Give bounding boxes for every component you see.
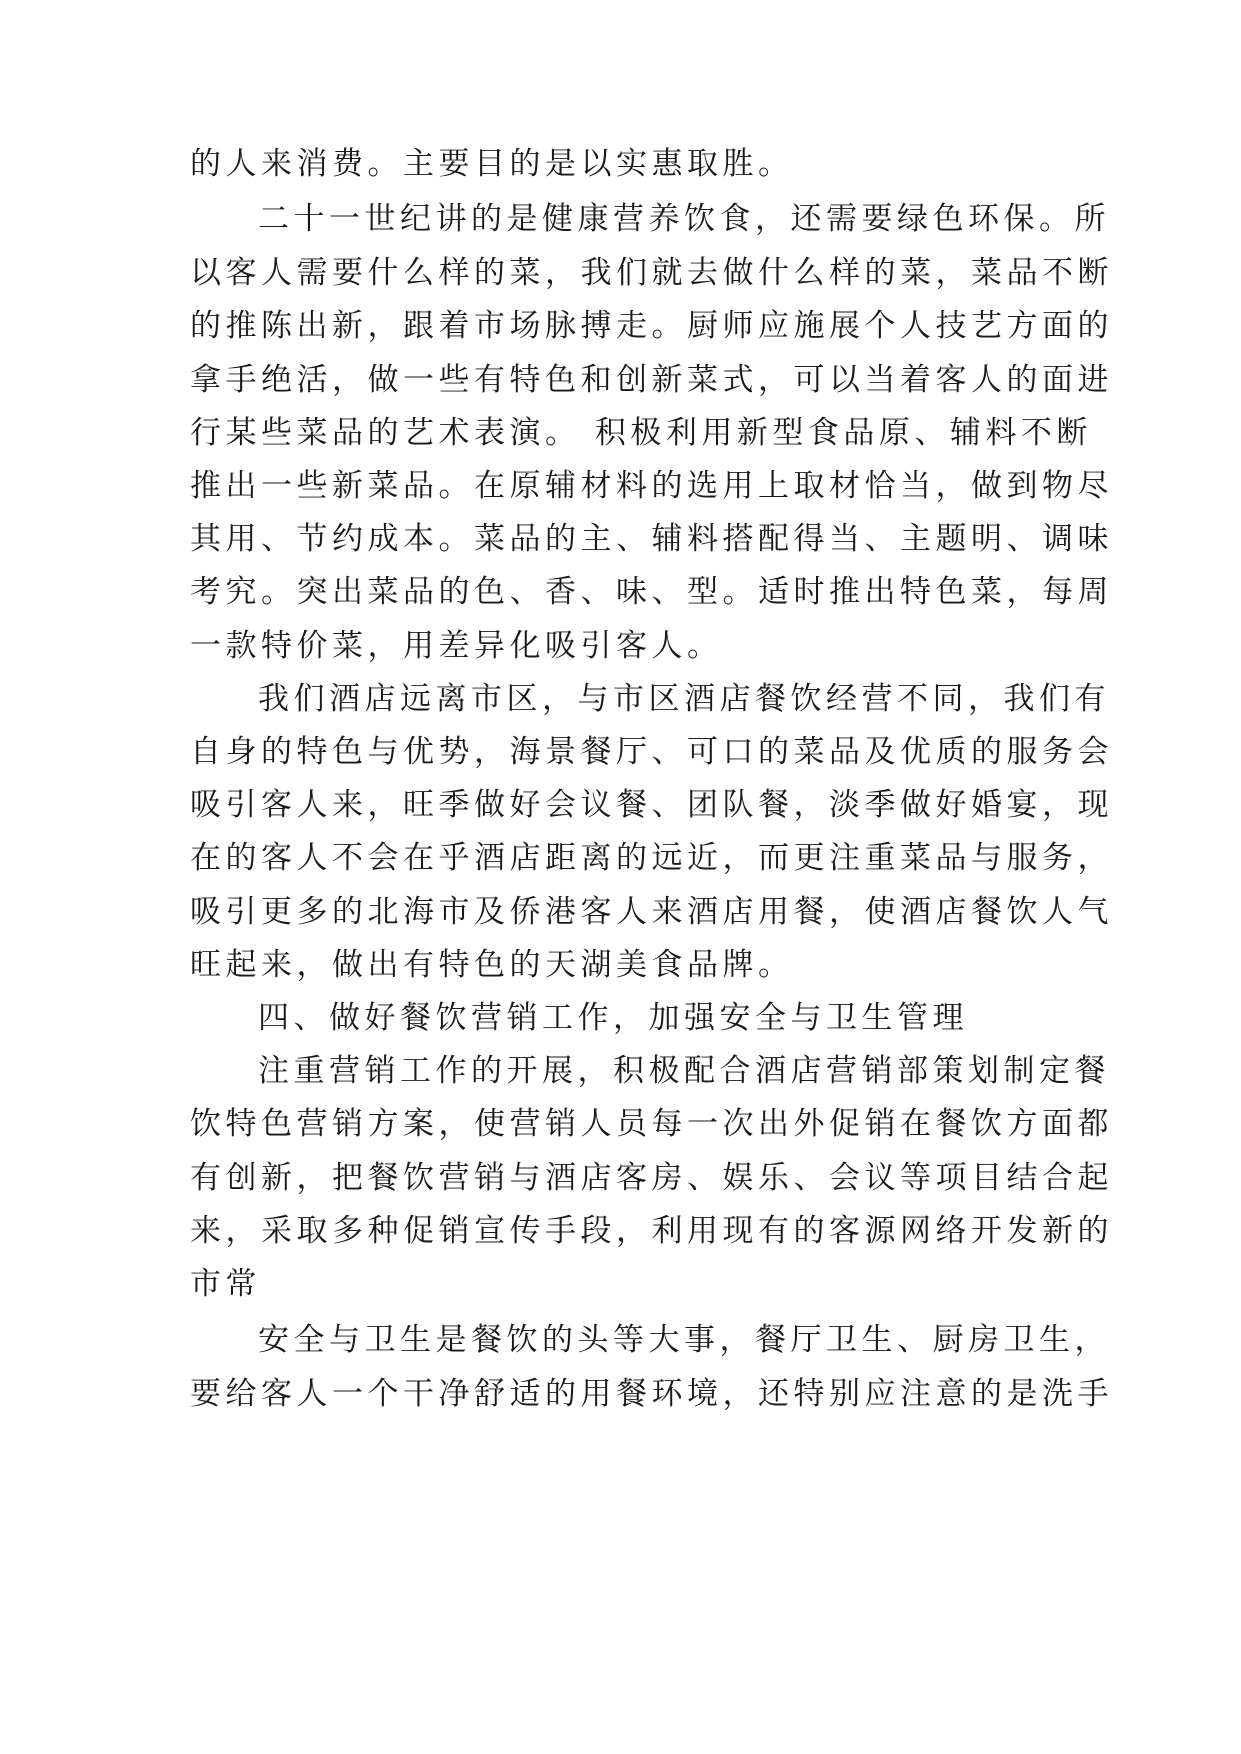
paragraph-start-line: 注重营销工作的开展，积极配合酒店营销部策划制定餐 — [258, 1053, 1110, 1089]
text-line: 吸引客人来，旺季做好会议餐、团队餐，淡季做好婚宴，现 — [190, 787, 1113, 823]
text-line: 吸引更多的北海市及侨港客人来酒店用餐，使酒店餐饮人气 — [190, 894, 1113, 930]
text-line: 自身的特色与优势，海景餐厅、可口的菜品及优质的服务会 — [190, 734, 1113, 770]
text-line: 旺起来，做出有特色的天湖美食品牌。 — [190, 947, 794, 983]
text-line: 拿手绝活，做一些有特色和创新菜式，可以当着客人的面进 — [190, 362, 1113, 398]
text-line: 的人来消费。主要目的是以实惠取胜。 — [190, 146, 794, 182]
text-line: 考究。突出菜品的色、香、味、型。适时推出特色菜，每周 — [190, 574, 1113, 610]
text-line: 在的客人不会在乎酒店距离的远近，而更注重菜品与服务， — [190, 840, 1113, 876]
text-line: 以客人需要什么样的菜，我们就去做什么样的菜，菜品不断 — [190, 255, 1113, 291]
text-line: 行某些菜品的艺术表演。 积极利用新型食品原、辅料不断 — [190, 415, 1092, 451]
text-line: 来，采取多种促销宣传手段，利用现有的客源网络开发新的 — [190, 1213, 1113, 1249]
text-line: 要给客人一个干净舒适的用餐环境，还特别应注意的是洗手 — [190, 1376, 1113, 1412]
section-heading: 四、做好餐饮营销工作，加强安全与卫生管理 — [258, 1000, 968, 1036]
text-line: 有创新，把餐饮营销与酒店客房、娱乐、会议等项目结合起 — [190, 1160, 1113, 1196]
text-line: 市常 — [190, 1266, 261, 1302]
text-line: 的推陈出新，跟着市场脉搏走。厨师应施展个人技艺方面的 — [190, 308, 1113, 344]
text-line: 其用、节约成本。菜品的主、辅料搭配得当、主题明、调味 — [190, 521, 1113, 557]
text-line: 推出一些新菜品。在原辅材料的选用上取材恰当，做到物尽 — [190, 468, 1113, 504]
paragraph-start-line: 二十一世纪讲的是健康营养饮食，还需要绿色环保。所 — [258, 201, 1110, 237]
paragraph-start-line: 安全与卫生是餐饮的头等大事，餐厅卫生、厨房卫生， — [258, 1322, 1110, 1358]
text-line: 饮特色营销方案，使营销人员每一次出外促销在餐饮方面都 — [190, 1106, 1113, 1142]
text-line: 一款特价菜，用差异化吸引客人。 — [190, 628, 723, 664]
paragraph-start-line: 我们酒店远离市区，与市区酒店餐饮经营不同，我们有 — [258, 681, 1110, 717]
